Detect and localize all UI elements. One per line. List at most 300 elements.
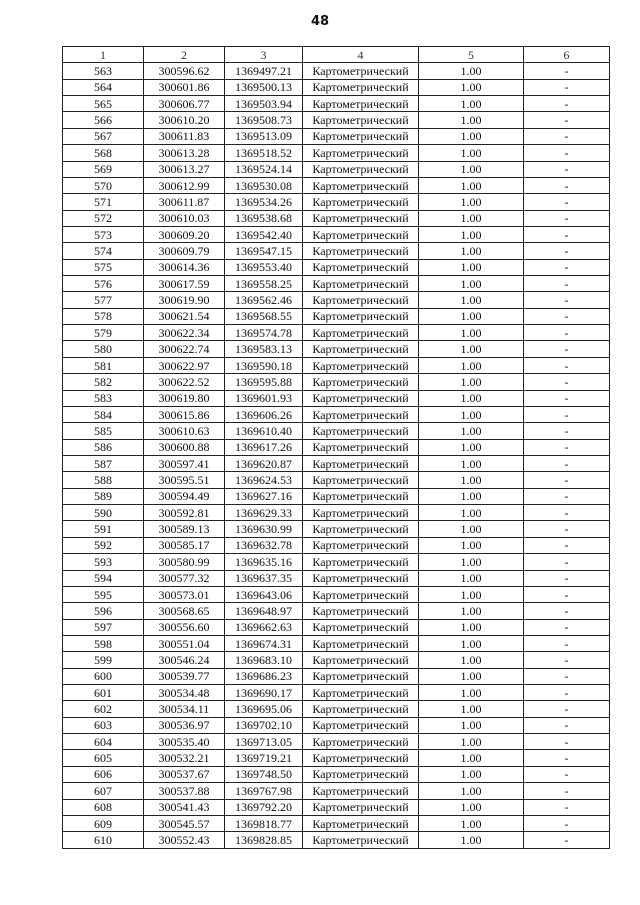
cell-x-coordinate: 300601.86 [144,79,225,95]
cell-point-number: 604 [63,734,144,750]
page-number: 48 [310,14,330,29]
cell-point-number: 581 [63,357,144,373]
cell-note: - [524,357,610,373]
cell-y-coordinate: 1369574.78 [225,325,303,341]
cell-note: - [524,717,610,733]
cell-accuracy: 1.00 [419,210,524,226]
cell-accuracy: 1.00 [419,390,524,406]
cell-x-coordinate: 300596.62 [144,63,225,79]
cell-point-number: 574 [63,243,144,259]
cell-x-coordinate: 300556.60 [144,619,225,635]
cell-note: - [524,766,610,782]
table-row [63,325,610,341]
table-row [63,603,610,619]
cell-point-number: 568 [63,145,144,161]
cell-x-coordinate: 300613.27 [144,161,225,177]
table-row [63,406,610,422]
cell-accuracy: 1.00 [419,603,524,619]
cell-y-coordinate: 1369497.21 [225,63,303,79]
cell-x-coordinate: 300537.67 [144,766,225,782]
cell-point-number: 572 [63,210,144,226]
cell-x-coordinate: 300622.34 [144,325,225,341]
cell-note: - [524,96,610,112]
cell-y-coordinate: 1369674.31 [225,635,303,651]
cell-method: Картометрический [303,226,419,242]
cell-x-coordinate: 300622.74 [144,341,225,357]
cell-x-coordinate: 300595.51 [144,472,225,488]
cell-note: - [524,79,610,95]
cell-x-coordinate: 300545.57 [144,815,225,831]
cell-accuracy: 1.00 [419,292,524,308]
table-row [63,96,610,112]
cell-note: - [524,586,610,602]
cell-method: Картометрический [303,815,419,831]
cell-point-number: 597 [63,619,144,635]
table-row [63,619,610,635]
cell-method: Картометрический [303,357,419,373]
cell-point-number: 567 [63,128,144,144]
cell-point-number: 609 [63,815,144,831]
cell-accuracy: 1.00 [419,537,524,553]
cell-point-number: 590 [63,505,144,521]
cell-point-number: 578 [63,308,144,324]
cell-accuracy: 1.00 [419,194,524,210]
table-row [63,635,610,651]
cell-point-number: 580 [63,341,144,357]
table-row [63,145,610,161]
cell-method: Картометрический [303,488,419,504]
cell-y-coordinate: 1369513.09 [225,128,303,144]
cell-method: Картометрический [303,799,419,815]
cell-accuracy: 1.00 [419,701,524,717]
cell-point-number: 603 [63,717,144,733]
cell-y-coordinate: 1369767.98 [225,783,303,799]
cell-method: Картометрический [303,128,419,144]
cell-method: Картометрический [303,586,419,602]
cell-point-number: 587 [63,455,144,471]
cell-x-coordinate: 300622.97 [144,357,225,373]
cell-method: Картометрический [303,145,419,161]
table-header [63,47,610,63]
cell-accuracy: 1.00 [419,554,524,570]
cell-x-coordinate: 300536.97 [144,717,225,733]
cell-accuracy: 1.00 [419,488,524,504]
cell-y-coordinate: 1369568.55 [225,308,303,324]
cell-y-coordinate: 1369524.14 [225,161,303,177]
cell-y-coordinate: 1369683.10 [225,652,303,668]
cell-x-coordinate: 300585.17 [144,537,225,553]
cell-accuracy: 1.00 [419,226,524,242]
cell-y-coordinate: 1369624.53 [225,472,303,488]
cell-y-coordinate: 1369583.13 [225,341,303,357]
cell-x-coordinate: 300609.79 [144,243,225,259]
cell-accuracy: 1.00 [419,243,524,259]
cell-method: Картометрический [303,177,419,193]
cell-accuracy: 1.00 [419,570,524,586]
cell-y-coordinate: 1369542.40 [225,226,303,242]
cell-note: - [524,63,610,79]
cell-y-coordinate: 1369648.97 [225,603,303,619]
cell-note: - [524,472,610,488]
cell-method: Картометрический [303,194,419,210]
header-cell: 2 [144,47,225,63]
cell-method: Картометрический [303,341,419,357]
cell-x-coordinate: 300552.43 [144,832,225,848]
cell-x-coordinate: 300534.11 [144,701,225,717]
cell-y-coordinate: 1369632.78 [225,537,303,553]
cell-x-coordinate: 300617.59 [144,276,225,292]
cell-accuracy: 1.00 [419,832,524,848]
cell-note: - [524,292,610,308]
table-row [63,554,610,570]
cell-method: Картометрический [303,701,419,717]
table-row [63,472,610,488]
cell-y-coordinate: 1369792.20 [225,799,303,815]
cell-method: Картометрический [303,79,419,95]
cell-y-coordinate: 1369627.16 [225,488,303,504]
cell-method: Картометрический [303,603,419,619]
cell-x-coordinate: 300615.86 [144,406,225,422]
cell-x-coordinate: 300610.63 [144,423,225,439]
cell-y-coordinate: 1369562.46 [225,292,303,308]
cell-point-number: 586 [63,439,144,455]
table-row [63,734,610,750]
table-row [63,750,610,766]
table-row [63,586,610,602]
cell-method: Картометрический [303,783,419,799]
cell-point-number: 571 [63,194,144,210]
table-row [63,341,610,357]
cell-accuracy: 1.00 [419,63,524,79]
cell-note: - [524,226,610,242]
cell-point-number: 606 [63,766,144,782]
cell-y-coordinate: 1369530.08 [225,177,303,193]
cell-method: Картометрический [303,308,419,324]
cell-method: Картометрический [303,374,419,390]
table-body [63,63,610,848]
cell-note: - [524,325,610,341]
cell-x-coordinate: 300580.99 [144,554,225,570]
cell-method: Картометрический [303,619,419,635]
cell-note: - [524,194,610,210]
cell-note: - [524,259,610,275]
cell-point-number: 591 [63,521,144,537]
cell-method: Картометрический [303,455,419,471]
table-row [63,488,610,504]
cell-x-coordinate: 300622.52 [144,374,225,390]
cell-y-coordinate: 1369503.94 [225,96,303,112]
cell-accuracy: 1.00 [419,161,524,177]
table-row [63,799,610,815]
cell-point-number: 570 [63,177,144,193]
cell-point-number: 584 [63,406,144,422]
cell-accuracy: 1.00 [419,734,524,750]
cell-accuracy: 1.00 [419,472,524,488]
cell-note: - [524,112,610,128]
cell-note: - [524,537,610,553]
cell-x-coordinate: 300619.80 [144,390,225,406]
cell-note: - [524,815,610,831]
cell-accuracy: 1.00 [419,341,524,357]
table-row [63,357,610,373]
cell-x-coordinate: 300610.20 [144,112,225,128]
table-row [63,717,610,733]
cell-method: Картометрический [303,210,419,226]
cell-method: Картометрический [303,439,419,455]
cell-note: - [524,177,610,193]
cell-y-coordinate: 1369595.88 [225,374,303,390]
cell-method: Картометрический [303,521,419,537]
cell-x-coordinate: 300597.41 [144,455,225,471]
cell-point-number: 583 [63,390,144,406]
cell-y-coordinate: 1369702.10 [225,717,303,733]
table-row [63,292,610,308]
cell-x-coordinate: 300610.03 [144,210,225,226]
cell-note: - [524,554,610,570]
cell-note: - [524,668,610,684]
cell-y-coordinate: 1369610.40 [225,423,303,439]
cell-accuracy: 1.00 [419,586,524,602]
cell-note: - [524,701,610,717]
cell-accuracy: 1.00 [419,717,524,733]
cell-note: - [524,423,610,439]
cell-x-coordinate: 300573.01 [144,586,225,602]
cell-x-coordinate: 300606.77 [144,96,225,112]
cell-note: - [524,210,610,226]
header-row [63,47,610,63]
header-cell: 6 [524,47,610,63]
cell-y-coordinate: 1369617.26 [225,439,303,455]
cell-point-number: 565 [63,96,144,112]
cell-point-number: 605 [63,750,144,766]
cell-x-coordinate: 300619.90 [144,292,225,308]
cell-accuracy: 1.00 [419,374,524,390]
cell-y-coordinate: 1369534.26 [225,194,303,210]
cell-note: - [524,145,610,161]
cell-method: Картометрический [303,832,419,848]
cell-accuracy: 1.00 [419,357,524,373]
cell-accuracy: 1.00 [419,750,524,766]
cell-y-coordinate: 1369818.77 [225,815,303,831]
cell-x-coordinate: 300609.20 [144,226,225,242]
cell-method: Картометрический [303,554,419,570]
cell-point-number: 594 [63,570,144,586]
cell-y-coordinate: 1369547.15 [225,243,303,259]
table-row [63,276,610,292]
cell-x-coordinate: 300613.28 [144,145,225,161]
cell-method: Картометрический [303,112,419,128]
cell-y-coordinate: 1369690.17 [225,685,303,701]
table-row [63,505,610,521]
cell-note: - [524,455,610,471]
cell-accuracy: 1.00 [419,652,524,668]
cell-method: Картометрический [303,406,419,422]
header-cell: 1 [63,47,144,63]
cell-point-number: 592 [63,537,144,553]
cell-x-coordinate: 300614.36 [144,259,225,275]
cell-note: - [524,521,610,537]
cell-point-number: 589 [63,488,144,504]
cell-accuracy: 1.00 [419,423,524,439]
table-row [63,783,610,799]
cell-accuracy: 1.00 [419,177,524,193]
cell-accuracy: 1.00 [419,521,524,537]
cell-accuracy: 1.00 [419,259,524,275]
table-row [63,521,610,537]
cell-method: Картометрический [303,537,419,553]
cell-point-number: 582 [63,374,144,390]
cell-note: - [524,734,610,750]
cell-note: - [524,635,610,651]
cell-method: Картометрический [303,243,419,259]
cell-x-coordinate: 300537.88 [144,783,225,799]
cell-method: Картометрический [303,734,419,750]
cell-method: Картометрический [303,570,419,586]
cell-y-coordinate: 1369590.18 [225,357,303,373]
cell-point-number: 599 [63,652,144,668]
cell-x-coordinate: 300535.40 [144,734,225,750]
cell-y-coordinate: 1369748.50 [225,766,303,782]
cell-x-coordinate: 300592.81 [144,505,225,521]
cell-x-coordinate: 300600.88 [144,439,225,455]
cell-point-number: 573 [63,226,144,242]
cell-point-number: 576 [63,276,144,292]
cell-method: Картометрический [303,750,419,766]
cell-accuracy: 1.00 [419,406,524,422]
table-row [63,194,610,210]
cell-y-coordinate: 1369601.93 [225,390,303,406]
cell-accuracy: 1.00 [419,439,524,455]
table-row [63,259,610,275]
cell-method: Картометрический [303,276,419,292]
cell-point-number: 593 [63,554,144,570]
cell-y-coordinate: 1369828.85 [225,832,303,848]
header-cell: 3 [225,47,303,63]
cell-point-number: 600 [63,668,144,684]
cell-accuracy: 1.00 [419,619,524,635]
table-row [63,668,610,684]
cell-accuracy: 1.00 [419,799,524,815]
cell-accuracy: 1.00 [419,276,524,292]
cell-method: Картометрический [303,63,419,79]
cell-x-coordinate: 300611.83 [144,128,225,144]
cell-method: Картометрический [303,96,419,112]
table-row [63,439,610,455]
cell-y-coordinate: 1369500.13 [225,79,303,95]
cell-y-coordinate: 1369637.35 [225,570,303,586]
table-row [63,308,610,324]
cell-x-coordinate: 300611.87 [144,194,225,210]
table-row [63,226,610,242]
cell-method: Картометрический [303,259,419,275]
cell-note: - [524,390,610,406]
cell-x-coordinate: 300532.21 [144,750,225,766]
table-row [63,455,610,471]
cell-note: - [524,603,610,619]
table-row [63,243,610,259]
cell-point-number: 588 [63,472,144,488]
cell-point-number: 563 [63,63,144,79]
cell-point-number: 566 [63,112,144,128]
cell-accuracy: 1.00 [419,96,524,112]
cell-note: - [524,750,610,766]
cell-x-coordinate: 300541.43 [144,799,225,815]
cell-y-coordinate: 1369713.05 [225,734,303,750]
table-row [63,423,610,439]
cell-y-coordinate: 1369630.99 [225,521,303,537]
cell-accuracy: 1.00 [419,455,524,471]
cell-point-number: 569 [63,161,144,177]
table-row [63,161,610,177]
cell-y-coordinate: 1369629.33 [225,505,303,521]
cell-y-coordinate: 1369518.52 [225,145,303,161]
table-row [63,112,610,128]
table-row [63,128,610,144]
cell-x-coordinate: 300594.49 [144,488,225,504]
cell-note: - [524,406,610,422]
cell-x-coordinate: 300612.99 [144,177,225,193]
coordinates-table [62,46,610,849]
cell-point-number: 564 [63,79,144,95]
header-cell: 5 [419,47,524,63]
cell-y-coordinate: 1369538.68 [225,210,303,226]
cell-note: - [524,308,610,324]
cell-note: - [524,832,610,848]
cell-x-coordinate: 300589.13 [144,521,225,537]
cell-x-coordinate: 300577.32 [144,570,225,586]
cell-accuracy: 1.00 [419,766,524,782]
table-row [63,766,610,782]
cell-point-number: 610 [63,832,144,848]
cell-method: Картометрический [303,423,419,439]
cell-accuracy: 1.00 [419,505,524,521]
cell-method: Картометрический [303,635,419,651]
cell-method: Картометрический [303,325,419,341]
table-row [63,79,610,95]
cell-point-number: 577 [63,292,144,308]
table-row [63,537,610,553]
cell-method: Картометрический [303,652,419,668]
table-row [63,210,610,226]
cell-x-coordinate: 300621.54 [144,308,225,324]
cell-note: - [524,128,610,144]
table-row [63,701,610,717]
cell-note: - [524,243,610,259]
cell-note: - [524,619,610,635]
cell-point-number: 585 [63,423,144,439]
cell-point-number: 601 [63,685,144,701]
cell-y-coordinate: 1369695.06 [225,701,303,717]
cell-y-coordinate: 1369558.25 [225,276,303,292]
cell-point-number: 607 [63,783,144,799]
cell-accuracy: 1.00 [419,815,524,831]
cell-method: Картометрический [303,505,419,521]
table-row [63,832,610,848]
cell-note: - [524,276,610,292]
header-cell: 4 [303,47,419,63]
cell-y-coordinate: 1369643.06 [225,586,303,602]
cell-y-coordinate: 1369719.21 [225,750,303,766]
cell-note: - [524,488,610,504]
cell-y-coordinate: 1369553.40 [225,259,303,275]
cell-x-coordinate: 300534.48 [144,685,225,701]
table-row [63,177,610,193]
cell-accuracy: 1.00 [419,685,524,701]
cell-x-coordinate: 300551.04 [144,635,225,651]
cell-note: - [524,439,610,455]
cell-accuracy: 1.00 [419,668,524,684]
cell-x-coordinate: 300539.77 [144,668,225,684]
